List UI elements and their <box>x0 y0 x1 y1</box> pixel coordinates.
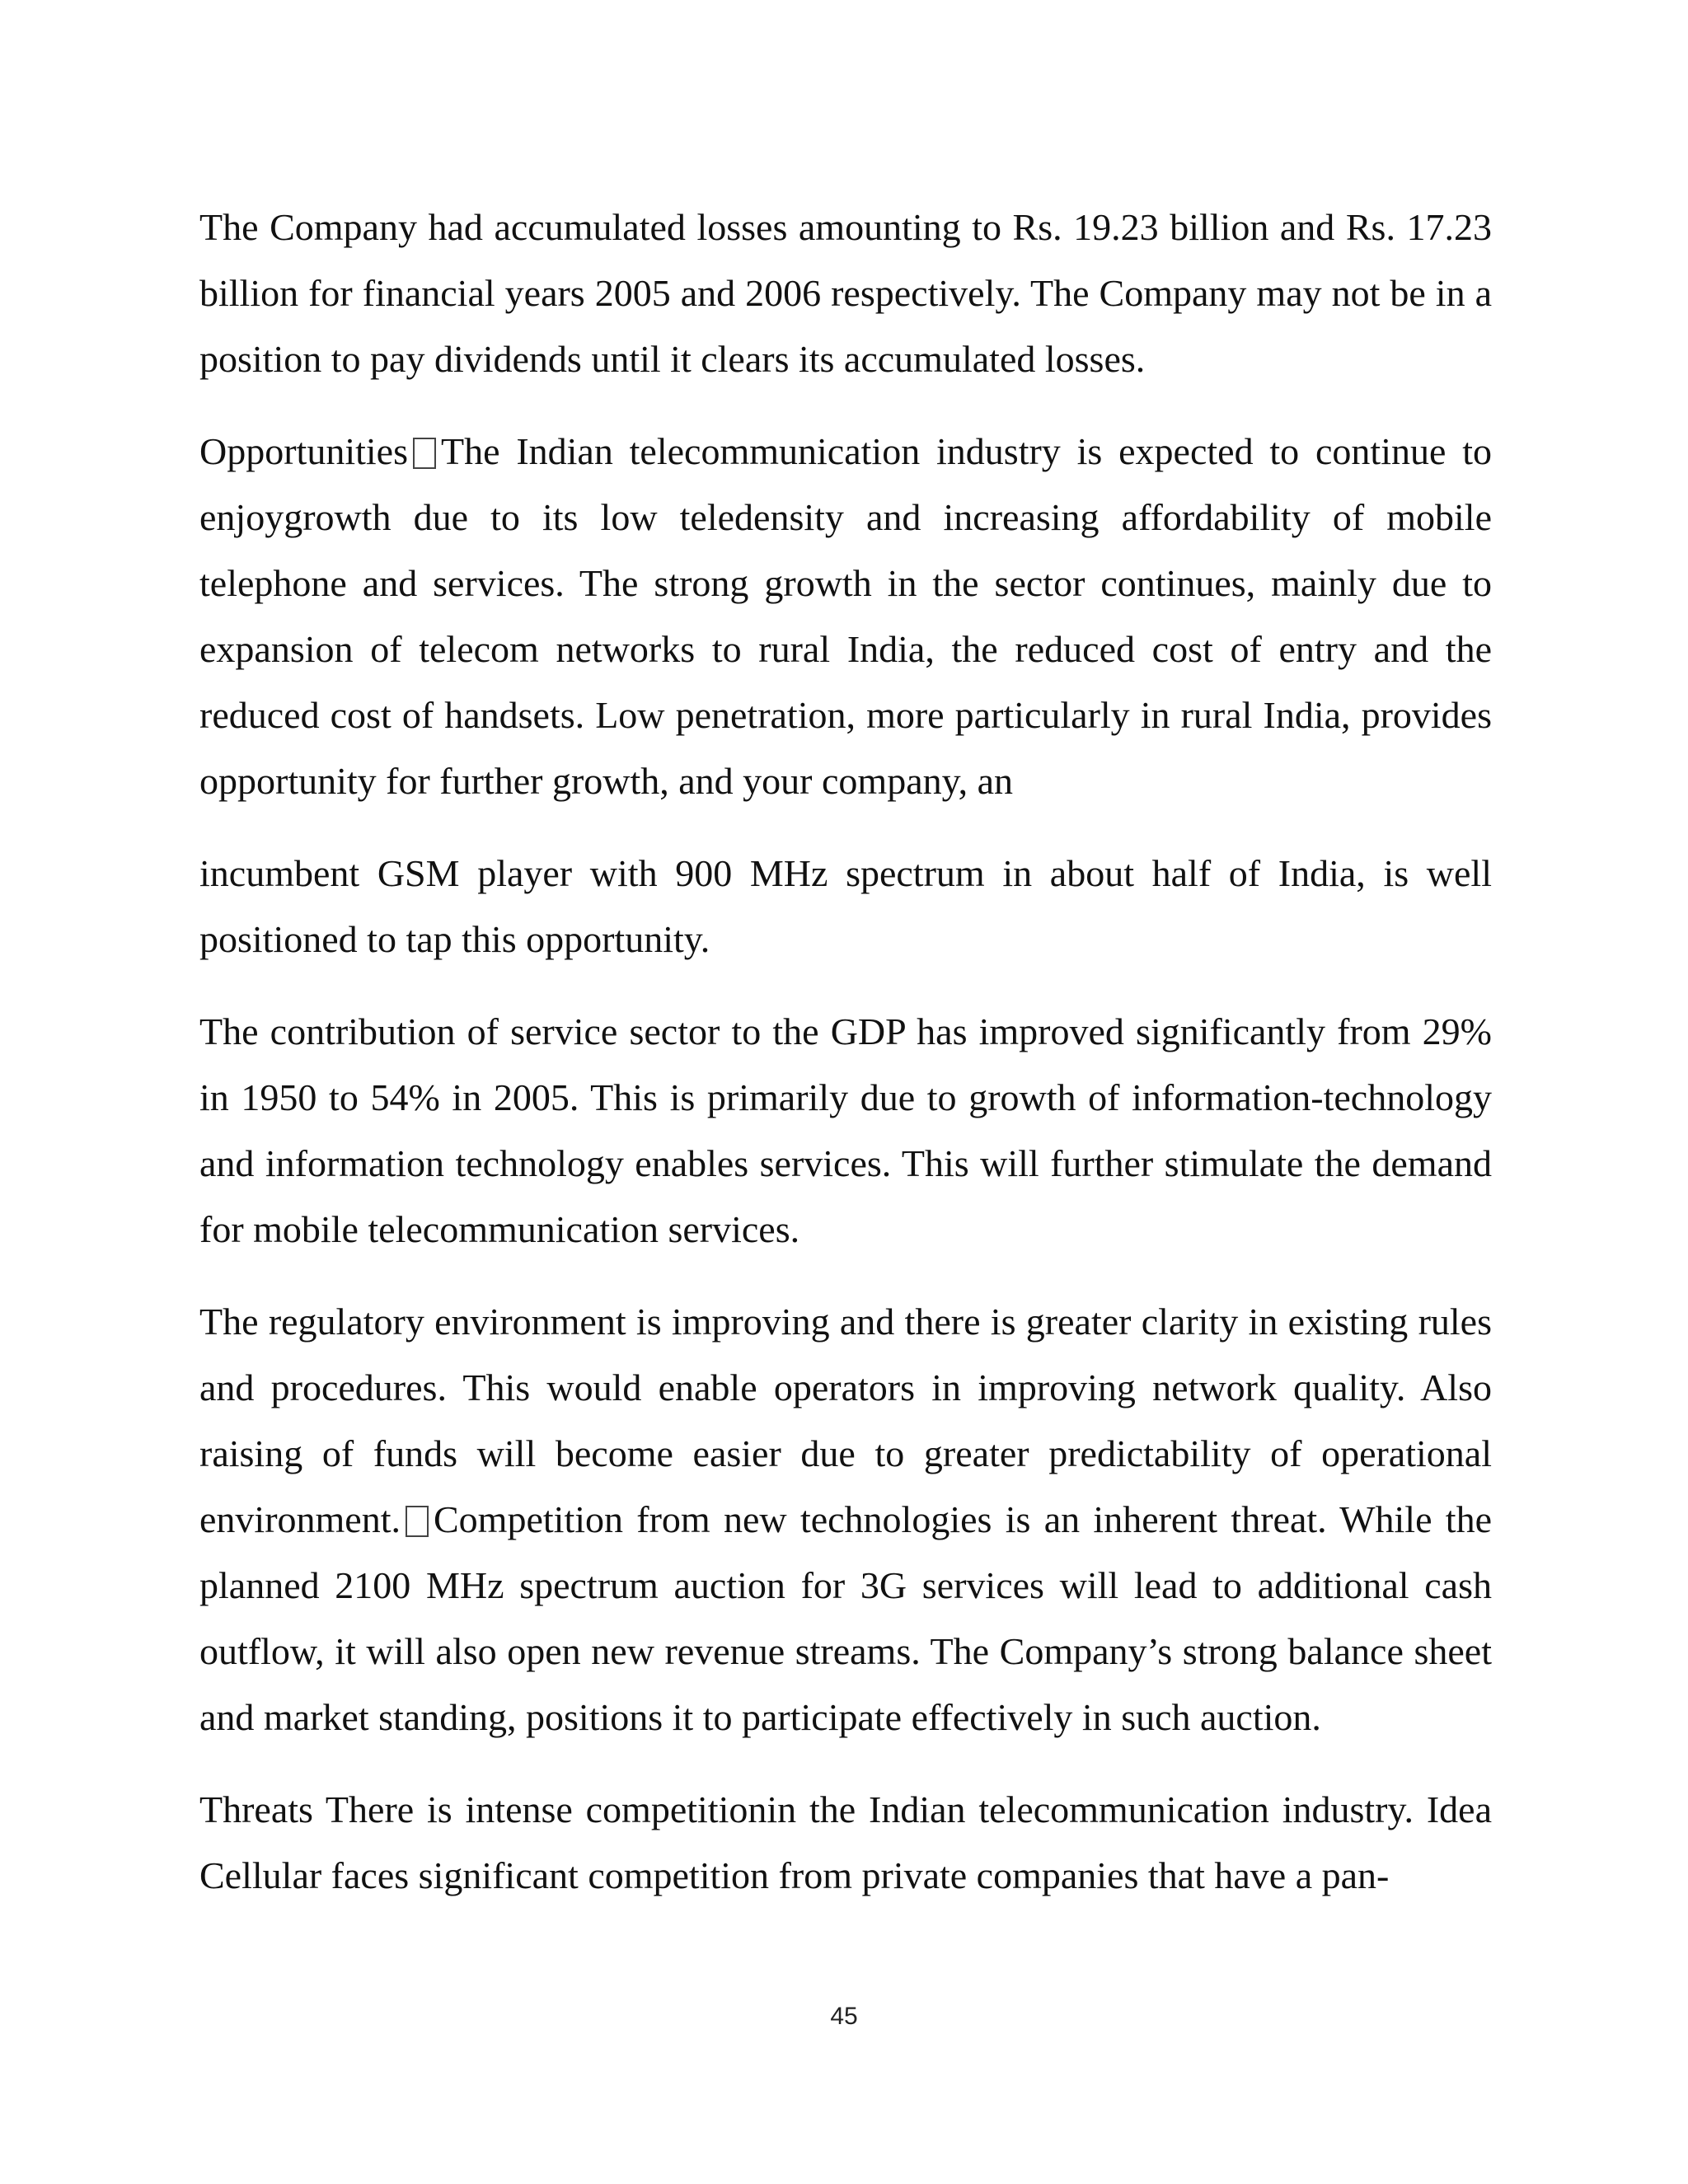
paragraph-service-sector: The contribution of service sector to the GDP has improved significantly from 29% in 1950 to 54% in 2005. This is primarily due to growth of information-technology and information technology enables services. This will further stimulate the demand for mobile telecommunication services. <box>199 1010 1492 1250</box>
paragraph-gsm-player: incumbent GSM player with 900 MHz spectrum in about half of India, is well positioned to tap this opportunity. <box>199 852 1492 960</box>
competition-text: Competition from new technologies is an inherent threat. While the planned 2100 MHz spectrum auction for 3G services will lead to additional cash outflow, it will also open new revenue streams. The Company’s strong balance sheet and market standing, positions it to participate effectively in such auction. <box>199 1498 1492 1738</box>
paragraph-accumulated-losses: The Company had accumulated losses amounting to Rs. 19.23 billion and Rs. 17.23 billion for financial years 2005 and 2006 respectively. The Company may not be in a position to pay dividends until it clears its accumulated losses. <box>199 206 1492 380</box>
paragraph-regulatory <box>199 1289 1492 1750</box>
regulatory-text: The regulatory environment is improving and there is greater clarity in existing rules and procedures. This would enable operators in improving network quality. Also raising of funds will become easier due to greater predictability of operational environment. <box>199 1301 1492 1540</box>
missing-glyph-box-icon <box>413 438 436 469</box>
opportunities-text: The Indian telecommunication industry is expected to continue to enjoygrowth due to its low teledensity and increasing affordability of mobile telephone and services. The strong growth in the sector continues, mainly due to expansion of telecom networks to rural India, the reduced cost of entry and the reduced cost of handsets. Low penetration, more particularly in rural India, provides opportunity for further growth, and your company, an <box>199 430 1492 802</box>
missing-glyph-box-icon <box>406 1506 429 1537</box>
page-number: 45 <box>830 2003 858 2030</box>
paragraph-threats: Threats There is intense competitionin the Indian telecommunication industry. Idea Cellular faces significant competition from private companies that have a pan- <box>199 1788 1492 1896</box>
opportunities-heading: Opportunities <box>199 430 408 472</box>
paragraph-opportunities <box>199 419 1492 814</box>
document-body <box>199 194 1492 1935</box>
